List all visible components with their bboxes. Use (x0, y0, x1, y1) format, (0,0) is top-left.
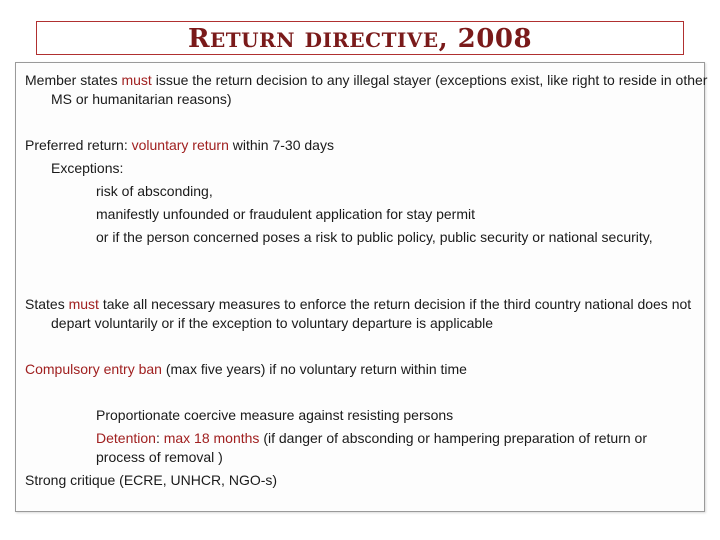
title-box (36, 21, 684, 55)
paragraph-coercive (25, 406, 695, 467)
title-word-2: DIRECTIVE (304, 28, 439, 52)
p2-text-b: within 7-30 days (228, 137, 334, 153)
exception-item: or if the person concerned poses a risk to public policy, public security or national security, (96, 229, 653, 245)
p3-must: must (68, 296, 99, 312)
p2-voluntary-return: voluntary return (131, 137, 229, 153)
slide-title (37, 23, 683, 56)
p5-colon: : (155, 430, 164, 446)
p2-text-a: Preferred return: (25, 137, 132, 153)
p5-detention: Detention (96, 430, 156, 446)
p3-text-a: States (25, 296, 69, 312)
exceptions-label: Exceptions: (51, 160, 124, 176)
paragraph-states-must (25, 295, 720, 333)
p5-detention-line (25, 429, 695, 467)
p1-text-a: Member states (25, 72, 122, 88)
paragraph-critique: Strong critique (ECRE, UNHCR, NGO-s) (25, 472, 278, 488)
paragraph-entry-ban (25, 360, 695, 379)
p4-entry-ban: Compulsory entry ban (25, 361, 162, 377)
paragraph-preferred-return (25, 136, 695, 247)
exception-item: risk of absconding, (96, 183, 213, 199)
p1-must: must (121, 72, 152, 88)
p5-rest: (if danger of absconding or hampering preparation of return or process of removal ) (96, 430, 648, 465)
title-year: , 2008 (438, 24, 533, 54)
title-first-letter: R (187, 24, 211, 54)
paragraph-member-states (25, 71, 720, 109)
p5-line1: Proportionate coercive measure against resisting persons (96, 407, 454, 423)
content-box (15, 62, 708, 512)
p1-text-b: issue the return decision to any illegal stayer (exceptions exist, like right to reside in other MS or humanitarian reasons) (51, 72, 708, 107)
exception-item: manifestly unfounded or fraudulent application for stay permit (96, 206, 475, 222)
title-word-1: ETURN (210, 28, 296, 52)
p3-text-b: take all necessary measures to enforce the return decision if the third country national does not depart voluntarily or if the exception to voluntary departure is applicable (51, 296, 692, 331)
p5-max-months: max 18 months (163, 430, 260, 446)
p2-line (25, 136, 695, 155)
p4-text-b: (max five years) if no voluntary return within time (161, 361, 467, 377)
